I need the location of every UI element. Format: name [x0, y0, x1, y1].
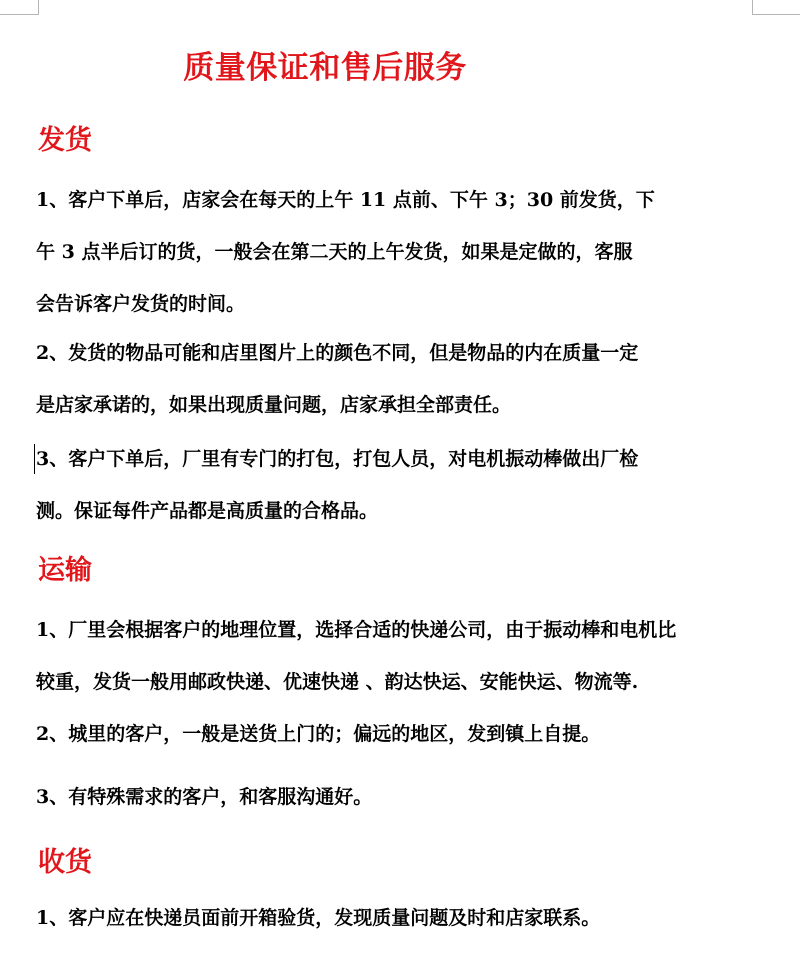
document-title: 质量保证和售后服务 — [183, 50, 467, 86]
paragraph-line: 午 3 点半后订的货，一般会在第二天的上午发货，如果是定做的，客服 — [36, 241, 633, 263]
paragraph — [36, 327, 766, 431]
section-heading-shipping: 发货 — [38, 125, 92, 156]
crop-mark-top-right — [752, 0, 763, 15]
paragraph-line: 2、城里的客户，一般是送货上门的；偏远的地区，发到镇上自提。 — [36, 723, 601, 745]
paragraph-line: 1、客户下单后，店家会在每天的上午 11 点前、下午 3；30 前发货，下 — [36, 189, 655, 211]
paragraph — [36, 708, 766, 760]
paragraph-line: 3、客户下单后，厂里有专门的打包，打包人员，对电机振动棒做出厂检 — [36, 448, 639, 470]
paragraph — [36, 892, 766, 944]
paragraph-line: 1、客户应在快递员面前开箱验货，发现质量问题及时和店家联系。 — [36, 907, 601, 929]
crop-mark-top-right-horizontal — [753, 14, 800, 15]
section-heading-receiving: 收货 — [38, 847, 92, 878]
crop-mark-top-left-horizontal — [0, 14, 28, 15]
section-heading-transport: 运输 — [38, 555, 92, 586]
paragraph-line: 会告诉客户发货的时间。 — [36, 293, 246, 315]
paragraph-line: 2、发货的物品可能和店里图片上的颜色不同，但是物品的内在质量一定 — [36, 342, 639, 364]
paragraph-line: 较重，发货一般用邮政快递、优速快递 、韵达快运、安能快运、物流等. — [36, 671, 639, 693]
paragraph-line: 1、厂里会根据客户的地理位置，选择合适的快递公司，由于振动棒和电机比 — [36, 619, 677, 641]
paragraph — [36, 174, 766, 330]
paragraph — [36, 604, 766, 708]
paragraph-line: 是店家承诺的，如果出现质量问题，店家承担全部责任。 — [36, 394, 512, 416]
paragraph — [36, 771, 766, 823]
paragraph-line: 测。保证每件产品都是高质量的合格品。 — [36, 500, 379, 522]
crop-mark-top-left — [28, 0, 39, 15]
paragraph-line: 3、有特殊需求的客户，和客服沟通好。 — [36, 786, 373, 808]
text-cursor — [34, 444, 35, 474]
paragraph[interactable] — [36, 433, 766, 537]
